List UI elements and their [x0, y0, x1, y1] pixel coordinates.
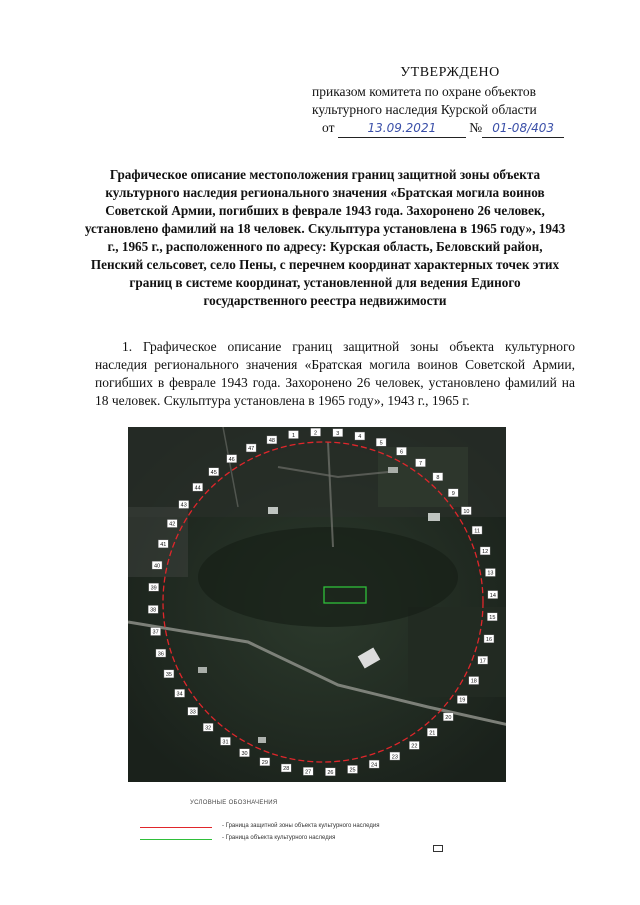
boundary-point-marker	[267, 436, 277, 444]
point-label: 17	[479, 658, 486, 665]
point-label: 12	[482, 549, 489, 556]
point-label: 9	[451, 490, 455, 497]
point-label: 3	[336, 430, 340, 437]
point-label: 35	[165, 672, 172, 679]
point-label: 4	[358, 434, 362, 441]
boundary-point-marker	[390, 752, 400, 760]
boundary-point-marker	[179, 500, 189, 508]
boundary-point-marker	[355, 432, 365, 440]
approval-date-line	[300, 119, 600, 139]
document-heading: Графическое описание местоположения границ защитной зоны объекта культурного наследия регионального значения «Братская могила воинов Советской Армии, погибших в феврале 1943 года. Захоронено 26 человек, установлено фамилий на 18 человек. Скульптура установлена в 1965 году», 1943 г., 1965 г., расположенного по адресу: Курская область, Беловский район, Пенский сельсовет, село Пены, с перечнем координат характерных точек этих границ в системе координат, установленной для ведения Единого государственного реестра недвижимости	[84, 167, 566, 308]
point-label: 31	[222, 739, 229, 746]
point-label: 43	[180, 502, 187, 509]
map-legend	[128, 782, 518, 852]
boundary-point-marker	[149, 583, 159, 591]
boundary-point-marker	[288, 431, 298, 439]
boundary-point-marker	[246, 444, 256, 452]
point-label: 22	[411, 743, 418, 750]
scale-mark	[433, 845, 443, 852]
boundary-point-marker	[311, 428, 321, 436]
point-label: 5	[379, 440, 383, 447]
building	[198, 667, 207, 673]
point-label: 15	[489, 615, 496, 622]
building	[388, 467, 398, 473]
satellite-map	[128, 427, 518, 782]
boundary-point-marker	[461, 507, 471, 515]
legend-item-zone	[140, 823, 510, 833]
point-label: 13	[487, 570, 494, 577]
boundary-point-marker	[148, 605, 158, 613]
point-label: 48	[268, 438, 275, 445]
boundary-point-marker	[227, 455, 237, 463]
section-paragraph	[95, 338, 575, 410]
point-label: 2	[314, 430, 318, 437]
boundary-point-marker	[376, 438, 386, 446]
boundary-point-marker	[209, 468, 219, 476]
boundary-point-marker	[281, 764, 291, 772]
boundary-point-marker	[416, 459, 426, 467]
date-value: 13.09.2021	[367, 121, 437, 135]
boundary-point-marker	[164, 670, 174, 678]
point-label: 10	[463, 508, 470, 515]
number-sign: №	[469, 120, 483, 135]
map-canvas	[128, 427, 518, 782]
boundary-point-marker	[396, 447, 406, 455]
point-label: 14	[489, 592, 496, 599]
legend-red-line	[140, 827, 212, 828]
legend-item-object	[140, 835, 510, 845]
boundary-point-marker	[369, 760, 379, 768]
legend-title: УСЛОВНЫЕ ОБОЗНАЧЕНИЯ	[190, 800, 278, 806]
point-label: 33	[189, 709, 196, 716]
boundary-point-marker	[427, 728, 437, 736]
point-label: 23	[391, 754, 398, 761]
forest-area	[198, 527, 458, 627]
boundary-point-marker	[152, 561, 162, 569]
point-label: 26	[327, 770, 334, 777]
building	[258, 737, 266, 743]
approval-block	[300, 64, 600, 139]
point-label: 40	[153, 563, 161, 570]
point-label: 30	[241, 750, 248, 757]
point-label: 46	[228, 456, 235, 463]
point-label: 19	[459, 697, 466, 704]
boundary-point-marker	[457, 696, 467, 704]
point-label: 44	[194, 485, 201, 492]
boundary-point-marker	[487, 613, 497, 621]
legend-green-line	[140, 839, 212, 840]
tree-patch	[408, 607, 518, 697]
point-label: 47	[248, 446, 255, 453]
point-label: 25	[349, 767, 356, 774]
boundary-point-marker	[469, 676, 479, 684]
point-label: 18	[470, 678, 477, 685]
boundary-point-marker	[158, 540, 168, 548]
boundary-point-marker	[348, 765, 358, 773]
point-label: 32	[205, 725, 212, 732]
point-label: 6	[399, 449, 404, 456]
boundary-point-marker	[433, 473, 443, 481]
point-label: 16	[485, 636, 493, 643]
boundary-point-marker	[478, 656, 488, 664]
boundary-point-marker	[203, 723, 213, 731]
building	[268, 507, 278, 514]
approval-title: УТВЕРЖДЕНО	[400, 65, 500, 80]
boundary-point-marker	[151, 628, 161, 636]
boundary-point-marker	[156, 649, 166, 657]
tree-patch	[378, 447, 468, 507]
point-label: 11	[474, 528, 480, 535]
boundary-point-marker	[325, 768, 335, 776]
boundary-point-marker	[485, 568, 495, 576]
point-label: 7	[418, 460, 423, 467]
boundary-point-marker	[488, 591, 498, 599]
boundary-point-marker	[167, 520, 177, 528]
boundary-point-marker	[472, 526, 482, 534]
point-label: 42	[169, 521, 176, 528]
boundary-point-marker	[260, 758, 270, 766]
number-value: 01-08/403	[492, 121, 555, 135]
point-label: 27	[305, 769, 312, 776]
boundary-point-marker	[448, 489, 458, 497]
point-label: 36	[157, 651, 164, 658]
date-prefix: от	[322, 120, 335, 135]
date-field	[338, 119, 466, 138]
point-label: 29	[261, 759, 268, 766]
point-label: 37	[152, 629, 159, 636]
boundary-point-marker	[484, 635, 494, 643]
approval-line-2: культурного наследия Курской области	[312, 102, 537, 117]
boundary-point-marker	[175, 689, 185, 697]
point-label: 41	[160, 542, 167, 549]
building	[428, 513, 440, 521]
point-label: 1	[291, 432, 296, 439]
boundary-point-marker	[188, 707, 198, 715]
boundary-point-marker	[480, 547, 490, 555]
point-label: 39	[150, 585, 157, 592]
legend-label-zone: - Граница защитной зоны объекта культурного наследия	[222, 823, 380, 829]
boundary-point-marker	[303, 767, 313, 775]
point-label: 28	[283, 766, 290, 773]
boundary-point-marker	[409, 741, 419, 749]
paragraph-text: 1. Графическое описание границ защитной зоны объекта культурного наследия регионального значения «Братская могила воинов Советской Армии, погибших в феврале 1943 года. Захоронено 26 человек, установлено фамилий на 18 человек. Скульптура установлена в 1965 году», 1943 г., 1965 г.	[95, 339, 575, 408]
point-label: 38	[150, 607, 157, 614]
map-margin	[506, 427, 518, 782]
boundary-point-marker	[240, 749, 250, 757]
boundary-point-marker	[193, 483, 203, 491]
approval-line-1: приказом комитета по охране объектов	[312, 84, 536, 99]
point-label: 21	[429, 730, 436, 737]
point-label: 45	[210, 469, 217, 476]
point-label: 20	[445, 715, 452, 722]
boundary-point-marker	[220, 737, 230, 745]
point-label: 34	[176, 691, 183, 698]
point-label: 24	[371, 762, 378, 769]
boundary-point-marker	[443, 713, 453, 721]
legend-label-object: - Граница объекта культурного наследия	[222, 835, 336, 841]
point-label: 8	[436, 474, 440, 481]
boundary-point-marker	[333, 429, 343, 437]
number-field	[482, 119, 564, 138]
